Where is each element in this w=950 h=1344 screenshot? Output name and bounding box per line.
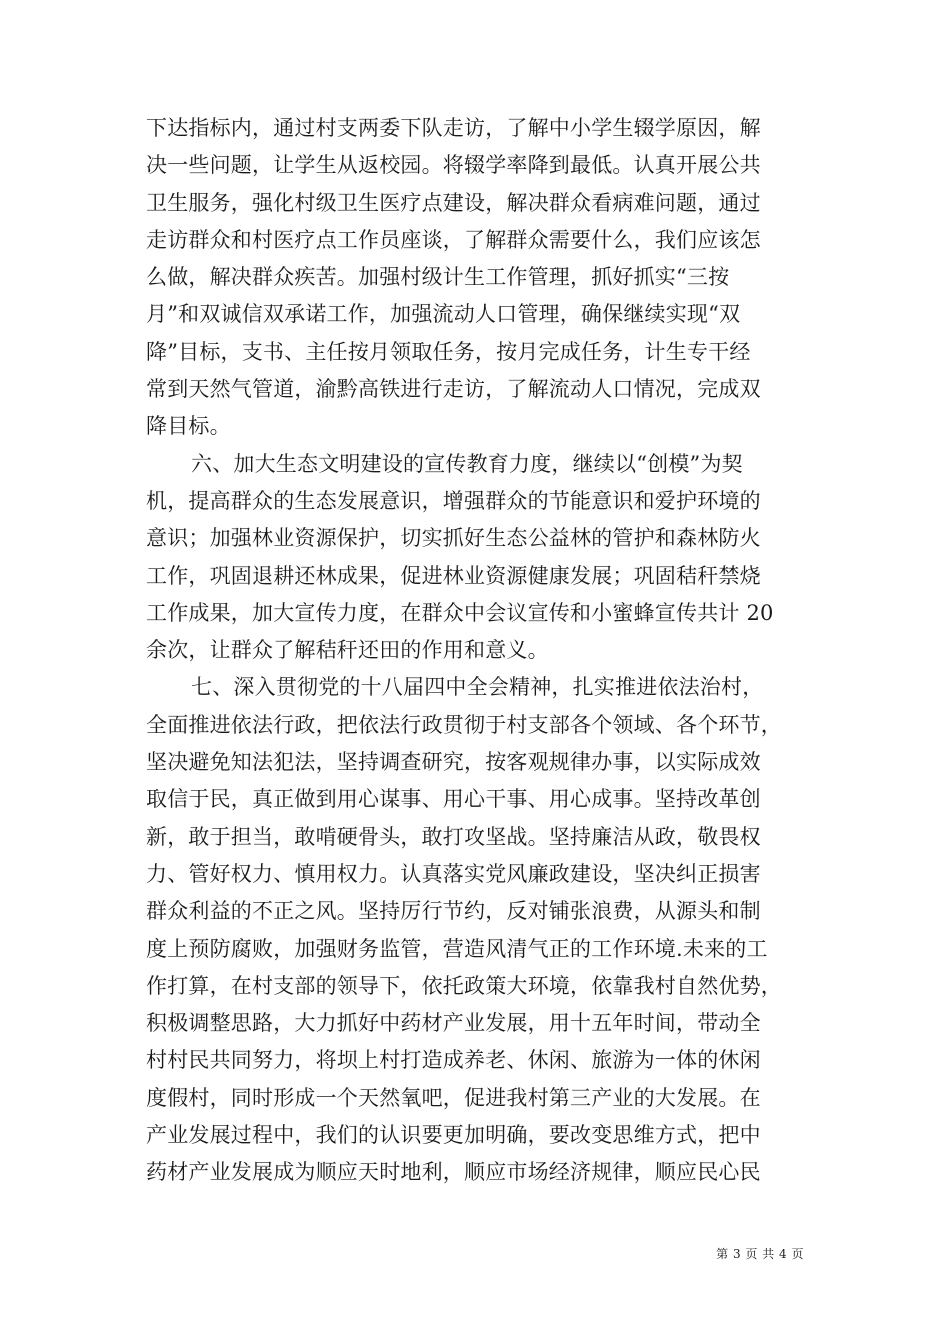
document-body xyxy=(146,110,808,1192)
paragraph-seven xyxy=(146,669,808,1191)
text-line: 药材产业发展成为顺应天时地利，顺应市场经济规律，顺应民心民 xyxy=(146,1160,761,1185)
text-line: 常到天然气管道，渝黔高铁进行走访，了解流动人口情况，完成双 xyxy=(146,377,761,402)
text-line: 全面推进依法行政，把依法行政贯彻于村支部各个领域、各个环节， xyxy=(146,712,782,737)
text-line: 产业发展过程中，我们的认识要更加明确，要改变思维方式，把中 xyxy=(146,1123,761,1148)
text-line: 力、管好权力、慎用权力。认真落实党风廉政建设，坚决纠正损害 xyxy=(146,861,761,886)
paragraph-continued xyxy=(146,110,808,446)
text-line: 度假村，同时形成一个天然氧吧，促进我村第三产业的大发展。在 xyxy=(146,1085,761,1110)
text-line: 村村民共同努力，将坝上村打造成养老、休闲、旅游为一体的休闲 xyxy=(146,1048,761,1073)
text-line: 群众利益的不正之风。坚持厉行节约，反对铺张浪费，从源头和制 xyxy=(146,899,761,924)
paragraph-six xyxy=(146,446,808,670)
text-line: 余次，让群众了解秸秆还田的作用和意义。 xyxy=(146,638,549,663)
text-line: 七、深入贯彻党的十八届四中全会精神，扎实推进依法治村， xyxy=(191,675,764,700)
text-line: 卫生服务，强化村级卫生医疗点建设，解决群众看病难问题，通过 xyxy=(146,190,761,215)
text-line: 降目标。 xyxy=(146,414,231,439)
text-line: 月”和双诚信双承诺工作，加强流动人口管理，确保继续实现“双 xyxy=(146,302,741,327)
text-line: 积极调整思路，大力抓好中药材产业发展，用十五年时间，带动全 xyxy=(146,1011,761,1036)
text-line: 降”目标，支书、主任按月领取任务，按月完成任务，计生专干经 xyxy=(146,339,751,364)
text-line: 坚决避免知法犯法，坚持调查研究，按客观规律办事，以实际成效 xyxy=(146,750,761,775)
text-line: 作打算，在村支部的领导下，依托政策大环境，依靠我村自然优势， xyxy=(146,973,782,998)
text-line: 机，提高群众的生态发展意识，增强群众的节能意识和爱护环境的 xyxy=(146,488,761,513)
text-line: 度上预防腐败，加强财务监管，营造风清气正的工作环境.未来的工 xyxy=(146,936,768,961)
text-line: 下达指标内，通过村支两委下队走访，了解中小学生辍学原因，解 xyxy=(146,116,761,140)
text-line: 么做，解决群众疾苦。加强村级计生工作管理，抓好抓实“三按 xyxy=(146,265,730,290)
text-line: 走访群众和村医疗点工作员座谈，了解群众需要什么，我们应该怎 xyxy=(146,227,761,252)
text-line: 新，敢于担当，敢啃硬骨头，敢打攻坚战。坚持廉洁从政，敬畏权 xyxy=(146,824,761,849)
text-line: 工作成果，加大宣传力度，在群众中会议宣传和小蜜蜂宣传共计 20 xyxy=(146,600,774,625)
text-line: 工作，巩固退耕还林成果，促进林业资源健康发展；巩固秸秆禁烧 xyxy=(146,563,761,588)
page-number-footer: 第 3 页 共 4 页 xyxy=(716,1247,804,1261)
text-line: 六、加大生态文明建设的宣传教育力度，继续以“创模”为契 xyxy=(191,451,743,476)
text-line: 意识；加强林业资源保护，切实抓好生态公益林的管护和森林防火 xyxy=(146,526,761,551)
text-line: 取信于民，真正做到用心谋事、用心干事、用心成事。坚持改革创 xyxy=(146,787,761,812)
text-line: 决一些问题，让学生从返校园。将辍学率降到最低。认真开展公共 xyxy=(146,153,761,178)
